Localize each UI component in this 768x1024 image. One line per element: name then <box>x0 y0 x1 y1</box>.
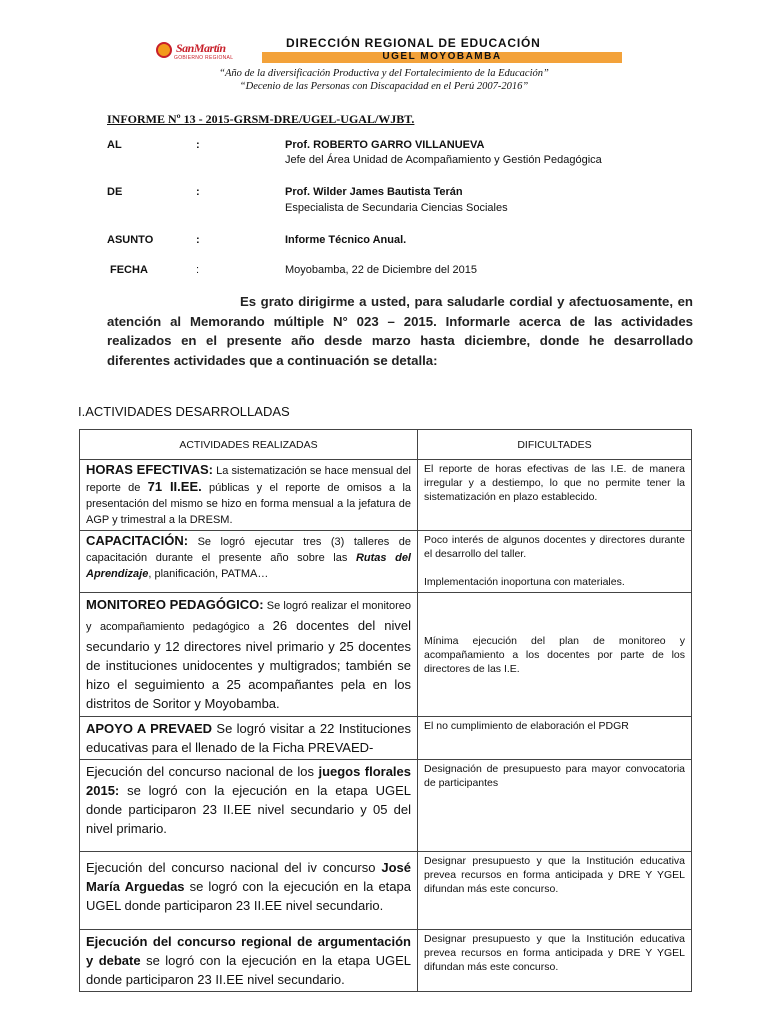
activity-cell <box>80 593 418 717</box>
table-row <box>80 852 692 930</box>
intro-text: Es grato dirigirme a usted, para saludarle cordial y afectuosamente, en atención al Memorando múltiple N° 023 – 2015. Informarle acerca de las actividades realizados en el presente año desde marzo hasta diciembre, donde he desarrollado diferentes actividades que a continuación se detalla: <box>107 294 693 368</box>
al-role: Jefe del Área Unidad de Acompañamiento y Gestión Pedagógica <box>285 154 602 166</box>
activity-heading: HORAS EFECTIVAS: <box>86 462 213 477</box>
logo-main-text: SanMartín <box>176 41 226 55</box>
activity-text: se logró con la ejecución en la etapa UGEL donde participaron 23 II.EE nivel secundario. <box>86 953 411 987</box>
difficulty-cell: Designar presupuesto y que la Institución educativa prevea recursos en forma anticipada y DRE Y YGEL difundan más este concurso. <box>418 852 692 930</box>
activity-heading: CAPACITACIÓN: <box>86 533 189 548</box>
difficulty-cell: Mínima ejecución del plan de monitoreo y acompañamiento a los docentes por parte de los directores de las I.E. <box>418 593 692 717</box>
fecha-label: FECHA <box>110 264 148 276</box>
sun-emblem-icon <box>156 42 172 58</box>
activity-cell <box>80 760 418 852</box>
table-header-row <box>80 430 692 460</box>
activity-text: Ejecución del concurso nacional del iv concurso <box>86 860 382 875</box>
de-label: DE <box>107 186 123 198</box>
difficulty-cell <box>418 531 692 593</box>
fecha-value: Moyobamba, 22 de Diciembre del 2015 <box>285 264 478 276</box>
activity-cell <box>80 930 418 992</box>
logo-sub-text: GOBIERNO REGIONAL <box>174 55 234 61</box>
activity-text: Se logró visitar a 22 Instituciones educativas para el llenado de la Ficha PREVAED- <box>86 721 411 755</box>
regional-logo <box>150 36 260 66</box>
difficulty-cell: El no cumplimiento de elaboración el PDGR <box>418 717 692 760</box>
de-colon: : <box>196 186 200 198</box>
activity-text: públicas y el reporte de omisos a la presentación del mismo se hizo en forma mensual a la jefatura de AGP y trimestral a la DRESM. <box>86 482 412 526</box>
al-label: AL <box>107 139 122 151</box>
table-row <box>80 717 692 760</box>
intro-paragraph <box>107 292 693 370</box>
activities-table <box>79 429 692 992</box>
activity-text: se logró con la ejecución en la etapa UGEL donde participaron 23 II.EE nivel secundario y 05 del nivel primario. <box>86 783 411 836</box>
difficulty-cell: Designar presupuesto y que la Institución educativa prevea recursos en forma anticipada y DRE Y YGEL difundan más este concurso. <box>418 930 692 992</box>
activity-text: Se logró realizar el monitoreo y acompañamiento pedagógico a <box>86 600 411 633</box>
al-name: Prof. ROBERTO GARRO VILLANUEVA <box>285 139 485 151</box>
activity-text: se logró con la ejecución en la etapa UGEL donde participaron 23 II.EE nivel secundario. <box>86 879 411 913</box>
activity-cell <box>80 852 418 930</box>
activity-text: Ejecución del concurso nacional de los <box>86 764 319 779</box>
table-row <box>80 760 692 852</box>
asunto-value: Informe Técnico Anual. <box>285 234 407 246</box>
header-dificultades: DIFICULTADES <box>418 430 692 460</box>
activity-heading: APOYO A PREVAED <box>86 721 213 736</box>
letterhead-subtitle: UGEL MOYOBAMBA <box>382 51 502 62</box>
activity-text: 26 docentes del nivel secundario y 12 directores nivel primario y 25 docentes de instituciones unidocentes y multigrados; también se hizo el seguimiento a 25 acompañantes pela en los distritos de Soritor y Moyobamba. <box>86 618 411 711</box>
activity-highlight: Rutas del Aprendizaje <box>86 552 411 580</box>
activity-cell <box>80 531 418 593</box>
table-row <box>80 460 692 531</box>
asunto-label: ASUNTO <box>107 234 154 246</box>
activity-text: La sistematización se hace mensual del reporte de <box>86 465 411 494</box>
activity-cell <box>80 460 418 531</box>
activity-text: , planificación, PATMA… <box>148 568 269 580</box>
section-title: I.ACTIVIDADES DESARROLLADAS <box>78 404 290 419</box>
table-row <box>80 930 692 992</box>
motto-line-1: “Año de la diversificación Productiva y del Fortalecimiento de la Educación” <box>219 68 549 79</box>
difficulty-cell: El reporte de horas efectivas de las I.E. de manera irregular y a destiempo, lo que no permite tener la sistematización en plazo establecido. <box>418 460 692 531</box>
letterhead-band <box>262 52 622 63</box>
difficulty-text: Poco interés de algunos docentes y directores durante el desarrollo del taller. <box>424 534 685 560</box>
al-colon: : <box>196 139 200 151</box>
letterhead <box>150 36 622 66</box>
de-role: Especialista de Secundaria Ciencias Sociales <box>285 202 508 214</box>
asunto-colon: : <box>196 234 200 246</box>
difficulty-cell: Designación de presupuesto para mayor convocatoria de participantes <box>418 760 692 852</box>
motto-line-2: “Decenio de las Personas con Discapacidad en el Perú 2007-2016” <box>239 81 529 92</box>
activity-highlight: Ejecución del concurso regional de argumentación y debate <box>86 934 411 968</box>
activity-highlight: José María Arguedas <box>86 860 411 894</box>
report-number: INFORME Nº 13 - 2015-GRSM-DRE/UGEL-UGAL/WJBT. <box>107 112 415 126</box>
activity-highlight: 71 II.EE. <box>147 479 202 494</box>
de-name: Prof. Wilder James Bautista Terán <box>285 186 463 198</box>
letterhead-title: DIRECCIÓN REGIONAL DE EDUCACIÓN <box>286 36 541 50</box>
activity-text: Se logró ejecutar tres (3) talleres de capacitación durante el presente año sobre las <box>86 536 411 564</box>
table-row <box>80 531 692 593</box>
activity-cell <box>80 717 418 760</box>
difficulty-text: Implementación inoportuna con materiales. <box>424 576 625 588</box>
activity-heading: MONITOREO PEDAGÓGICO: <box>86 597 264 612</box>
fecha-colon: : <box>196 264 200 276</box>
header-actividades: ACTIVIDADES REALIZADAS <box>80 430 418 460</box>
activity-highlight: juegos florales 2015: <box>86 764 412 798</box>
table-row <box>80 593 692 717</box>
